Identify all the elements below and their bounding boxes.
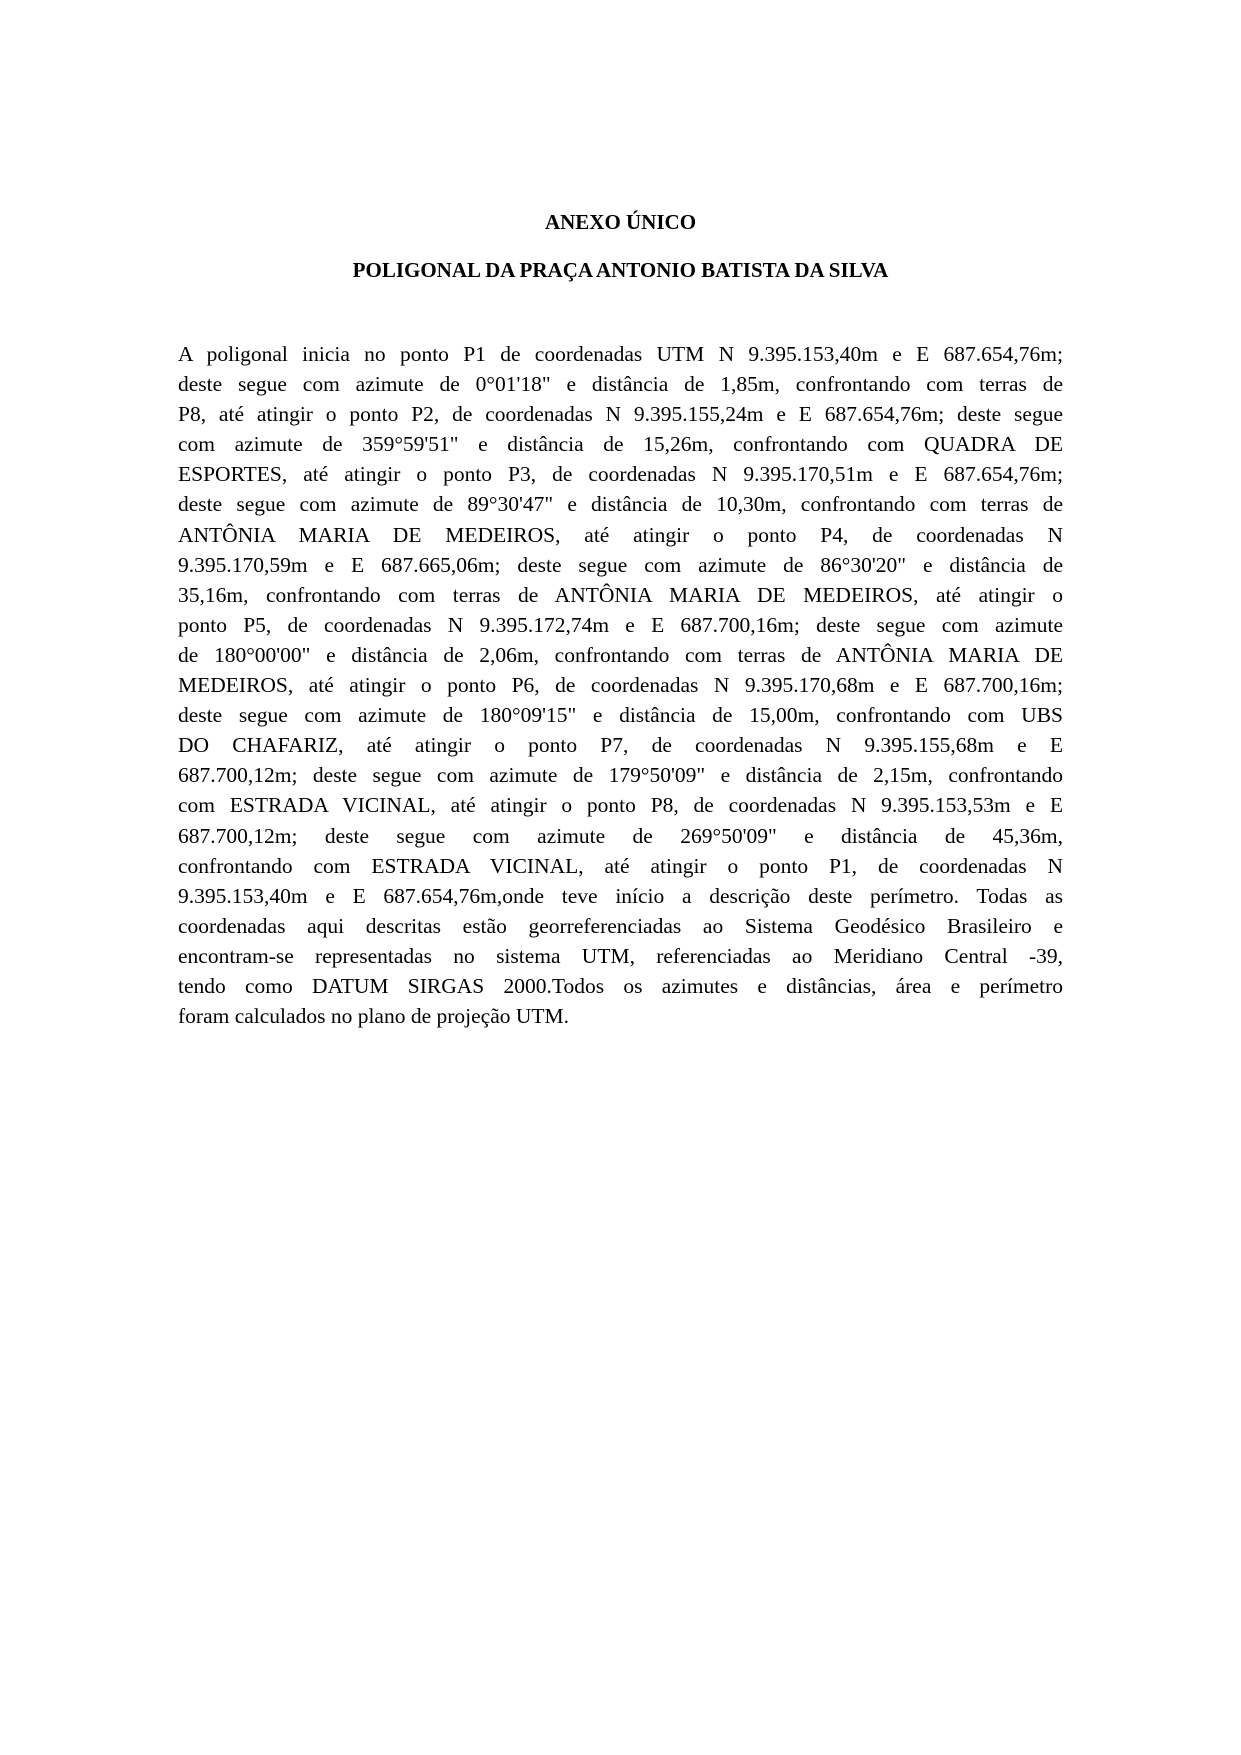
- paragraph-line: 9.395.170,59m e E 687.665,06m; deste segue com azimute de 86°30'20" e distância de: [178, 552, 1063, 577]
- paragraph-line: 687.700,12m; deste segue com azimute de 179°50'09" e distância de 2,15m, confrontando: [178, 763, 1063, 788]
- paragraph-line: DO CHAFARIZ, até atingir o ponto P7, de coordenadas N 9.395.155,68m e E: [178, 733, 1063, 758]
- paragraph-line: deste segue com azimute de 180°09'15" e distância de 15,00m, confrontando com UBS: [178, 703, 1063, 728]
- paragraph-line: 35,16m, confrontando com terras de ANTÔNIA MARIA DE MEDEIROS, até atingir o: [178, 582, 1063, 607]
- paragraph-line: tendo como DATUM SIRGAS 2000.Todos os azimutes e distâncias, área e perímetro: [178, 973, 1063, 998]
- document-subheading: POLIGONAL DA PRAÇA ANTONIO BATISTA DA SILVA: [352, 258, 889, 282]
- paragraph-line: encontram-se representadas no sistema UTM, referenciadas ao Meridiano Central -39,: [178, 943, 1063, 968]
- perimeter-description-paragraph: [178, 339, 1063, 1031]
- paragraph-line: deste segue com azimute de 0°01'18" e distância de 1,85m, confrontando com terras de: [178, 372, 1063, 397]
- paragraph-line: foram calculados no plano de projeção UTM.: [178, 1004, 570, 1029]
- document-heading: ANEXO ÚNICO: [544, 210, 697, 234]
- paragraph-line: coordenadas aqui descritas estão georreferenciadas ao Sistema Geodésico Brasileiro e: [178, 913, 1063, 938]
- paragraph-line: ponto P5, de coordenadas N 9.395.172,74m e E 687.700,16m; deste segue com azimute: [178, 612, 1063, 637]
- paragraph-line: confrontando com ESTRADA VICINAL, até atingir o ponto P1, de coordenadas N: [178, 853, 1063, 878]
- paragraph-line: 687.700,12m; deste segue com azimute de 269°50'09" e distância de 45,36m,: [178, 823, 1063, 848]
- paragraph-line: A poligonal inicia no ponto P1 de coordenadas UTM N 9.395.153,40m e E 687.654,76m;: [178, 342, 1063, 366]
- paragraph-line: deste segue com azimute de 89°30'47" e distância de 10,30m, confrontando com terras de: [178, 492, 1063, 517]
- paragraph-line: de 180°00'00" e distância de 2,06m, confrontando com terras de ANTÔNIA MARIA DE: [178, 642, 1063, 667]
- paragraph-line: ESPORTES, até atingir o ponto P3, de coordenadas N 9.395.170,51m e E 687.654,76m;: [178, 462, 1063, 487]
- paragraph-line: MEDEIROS, até atingir o ponto P6, de coordenadas N 9.395.170,68m e E 687.700,16m;: [178, 673, 1063, 698]
- paragraph-line: 9.395.153,40m e E 687.654,76m,onde teve início a descrição deste perímetro. Todas as: [178, 883, 1063, 908]
- paragraph-line: P8, até atingir o ponto P2, de coordenadas N 9.395.155,24m e E 687.654,76m; deste segue: [178, 402, 1063, 427]
- paragraph-line: com ESTRADA VICINAL, até atingir o ponto P8, de coordenadas N 9.395.153,53m e E: [178, 793, 1063, 818]
- paragraph-line: ANTÔNIA MARIA DE MEDEIROS, até atingir o ponto P4, de coordenadas N: [178, 522, 1063, 547]
- paragraph-line: com azimute de 359°59'51" e distância de 15,26m, confrontando com QUADRA DE: [178, 432, 1063, 457]
